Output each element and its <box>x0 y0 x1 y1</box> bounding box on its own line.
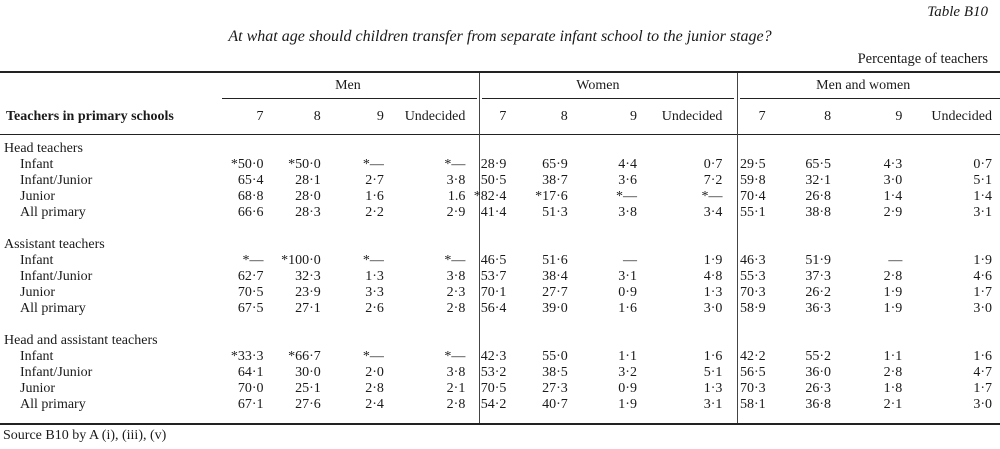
col-header: 8 <box>313 109 321 124</box>
table-cell: 29·5 <box>739 157 766 172</box>
table-cell: 51·6 <box>542 253 568 268</box>
table-cell: *— <box>615 189 637 204</box>
table-cell: *50·0 <box>230 157 264 172</box>
table-cell: 27·3 <box>542 381 568 396</box>
table-cell: 3·4 <box>703 205 723 220</box>
col-header: 8 <box>824 109 832 124</box>
table-cell: 30·0 <box>295 365 321 380</box>
table-cell: 28·3 <box>295 205 321 220</box>
row-label: Infant <box>20 349 54 364</box>
table-cell: 0·9 <box>618 285 637 300</box>
table-cell: *— <box>444 349 466 364</box>
table-cell: 0·7 <box>703 157 723 172</box>
col-header: 9 <box>895 109 903 124</box>
table-cell: 1·3 <box>703 381 723 396</box>
table-cell: 3·1 <box>703 397 723 412</box>
table-cell: 2·9 <box>446 205 466 220</box>
table-cell: 4·8 <box>703 269 723 284</box>
row-label: Junior <box>20 285 55 300</box>
group-women: Women <box>576 78 620 93</box>
table-cell: 50·5 <box>480 173 507 188</box>
table-cell: 1·9 <box>883 301 903 316</box>
row-label: Infant/Junior <box>20 173 93 188</box>
table-cell: 53·2 <box>480 365 507 380</box>
table-row <box>0 173 1000 189</box>
table-cell: 3·6 <box>618 173 637 188</box>
col-header: 7 <box>499 109 507 124</box>
table-cell: — <box>622 253 637 268</box>
table-cell: 1·6 <box>973 349 992 364</box>
table-row <box>0 381 1000 397</box>
table-cell: 1·1 <box>883 349 903 364</box>
table-cell: 3·0 <box>973 301 992 316</box>
table-cell: 42·2 <box>739 349 766 364</box>
spacer-cell <box>0 221 1000 237</box>
table-row <box>0 269 1000 285</box>
table-cell: 1·9 <box>973 253 992 268</box>
table-cell: 1·9 <box>618 397 637 412</box>
row-label: Junior <box>20 189 55 204</box>
table-cell: *— <box>362 157 384 172</box>
table-cell: 3·8 <box>446 173 466 188</box>
table-cell: 38·5 <box>542 365 568 380</box>
table-cell: 37·3 <box>805 269 832 284</box>
table-cell: 3·2 <box>618 365 637 380</box>
table-cell: 26·3 <box>805 381 832 396</box>
table-cell: *66·7 <box>288 349 321 364</box>
data-table <box>0 73 1000 413</box>
table-cell: *33·3 <box>230 349 264 364</box>
table-row <box>0 205 1000 221</box>
col-header: Undecided <box>661 109 723 124</box>
group-men: Men <box>335 78 361 93</box>
table-body <box>0 73 1000 413</box>
table-cell: 3·1 <box>973 205 992 220</box>
table-cell: 55·2 <box>805 349 832 364</box>
section-title: Head and assistant teachers <box>4 333 158 348</box>
table-cell: *— <box>701 189 723 204</box>
table-cell: *— <box>444 253 466 268</box>
table-cell: 68·8 <box>237 189 264 204</box>
table-cell: 3·8 <box>446 365 466 380</box>
table-cell: 3·3 <box>365 285 384 300</box>
table-cell: 1·3 <box>703 285 723 300</box>
table-cell: *50·0 <box>288 157 321 172</box>
table-cell: 3·0 <box>703 301 723 316</box>
table-cell: 4·6 <box>973 269 992 284</box>
table-cell: 55·1 <box>739 205 766 220</box>
col-header: 9 <box>376 109 384 124</box>
table-cell: 56·4 <box>480 301 507 316</box>
table-cell: 62·7 <box>237 269 264 284</box>
table-cell: 2·4 <box>365 397 384 412</box>
table-row <box>0 157 1000 173</box>
table-cell: 26·2 <box>805 285 832 300</box>
table-cell: *— <box>242 253 264 268</box>
table-cell: 70·4 <box>739 189 766 204</box>
group-header-row <box>0 73 1000 99</box>
section-title: Assistant teachers <box>4 237 105 252</box>
table-cell: 70·3 <box>739 381 766 396</box>
section-title: Head teachers <box>4 141 83 156</box>
table-row <box>0 285 1000 301</box>
row-label: All primary <box>20 205 86 220</box>
column-header-row <box>0 99 1000 135</box>
table-cell: 2·8 <box>446 397 466 412</box>
source-note: Source B10 by A (i), (iii), (v) <box>3 428 167 443</box>
table-cell: 26·8 <box>805 189 832 204</box>
table-row <box>0 189 1000 205</box>
table-cell: 7·2 <box>703 173 723 188</box>
table-cell: *— <box>362 253 384 268</box>
table-cell: 56·5 <box>739 365 766 380</box>
table-subtitle: Percentage of teachers <box>857 51 988 67</box>
table-cell: 40·7 <box>542 397 568 412</box>
table-cell: 2·8 <box>365 381 384 396</box>
table-cell: 1·9 <box>703 253 723 268</box>
table-cell: 67·1 <box>237 397 264 412</box>
group-men-and-women: Men and women <box>816 78 911 93</box>
col-header: Undecided <box>404 109 466 124</box>
table-cell: 23·9 <box>295 285 321 300</box>
table-cell: *— <box>362 349 384 364</box>
table-cell: 58·1 <box>739 397 766 412</box>
table-cell: 1·7 <box>973 285 992 300</box>
table-cell: 64·1 <box>237 365 264 380</box>
table-cell: 53·7 <box>480 269 507 284</box>
table-cell: 70·0 <box>237 381 264 396</box>
table-cell: 2·7 <box>365 173 384 188</box>
table-cell: 55·3 <box>739 269 766 284</box>
section-header-row <box>0 237 1000 253</box>
section-spacer <box>0 317 1000 333</box>
table-cell: 0·9 <box>618 381 637 396</box>
table-cell: 38·7 <box>542 173 568 188</box>
row-label: All primary <box>20 397 86 412</box>
table-cell: 2·0 <box>365 365 384 380</box>
table-cell: 66·6 <box>237 205 264 220</box>
table-cell: 3·8 <box>618 205 637 220</box>
table-cell: 36·3 <box>805 301 832 316</box>
table-cell: 5·1 <box>973 173 992 188</box>
table-cell: 1·6 <box>618 301 637 316</box>
table-cell: 1·4 <box>883 189 903 204</box>
row-label: Infant/Junior <box>20 269 93 284</box>
row-label: Infant <box>20 157 54 172</box>
spacer-cell <box>0 317 1000 333</box>
table-cell: 3·8 <box>446 269 466 284</box>
table-cell: 58·9 <box>739 301 766 316</box>
row-label: Infant/Junior <box>20 365 93 380</box>
table-cell: 46·5 <box>480 253 507 268</box>
col-header: 7 <box>256 109 264 124</box>
table-cell: 51·9 <box>805 253 832 268</box>
table-cell: 54·2 <box>480 397 507 412</box>
table-cell: 4·7 <box>973 365 992 380</box>
table-cell: 32·3 <box>295 269 321 284</box>
table-cell: 70·5 <box>480 381 507 396</box>
table-cell: 42·3 <box>480 349 507 364</box>
table-cell: 4·4 <box>618 157 637 172</box>
table-cell: 27·6 <box>295 397 321 412</box>
table-cell: 25·1 <box>295 381 321 396</box>
row-label: Infant <box>20 253 54 268</box>
table-cell: 4·3 <box>883 157 903 172</box>
col-header: 7 <box>758 109 766 124</box>
col-header: Undecided <box>931 109 992 124</box>
table-cell: 2·6 <box>365 301 384 316</box>
table-cell: 65·5 <box>805 157 832 172</box>
table-cell: 3·0 <box>883 173 903 188</box>
table-cell: 65·9 <box>542 157 568 172</box>
table-cell: 36·8 <box>805 397 832 412</box>
table-cell: 1·3 <box>365 269 384 284</box>
table-row <box>0 301 1000 317</box>
table-cell: 2·8 <box>883 365 903 380</box>
table-row <box>0 253 1000 269</box>
table-label: Table B10 <box>927 4 988 20</box>
section-header-row <box>0 333 1000 349</box>
table-cell: 1·6 <box>703 349 723 364</box>
table-cell: 70·3 <box>739 285 766 300</box>
section-spacer <box>0 221 1000 237</box>
table-row <box>0 349 1000 365</box>
table-cell: 2·2 <box>365 205 384 220</box>
table-cell: 3·0 <box>973 397 992 412</box>
table-cell: 27·7 <box>542 285 568 300</box>
table-cell: 28·1 <box>295 173 321 188</box>
bottom-rule <box>0 423 1000 425</box>
table-cell: 38·4 <box>542 269 568 284</box>
table-cell: 1·8 <box>883 381 903 396</box>
table-cell: 2·1 <box>883 397 903 412</box>
row-label: Junior <box>20 381 55 396</box>
table-row <box>0 365 1000 381</box>
table-cell: *82·4 <box>473 189 507 204</box>
row-label: All primary <box>20 301 86 316</box>
table-cell: 70·5 <box>237 285 264 300</box>
table-cell: 27·1 <box>295 301 321 316</box>
table-cell: 2·8 <box>446 301 466 316</box>
table-cell: 55·0 <box>542 349 568 364</box>
table-cell: *— <box>444 157 466 172</box>
table-cell: 67·5 <box>237 301 264 316</box>
table-cell: 46·3 <box>739 253 766 268</box>
table-cell: 59·8 <box>739 173 766 188</box>
table-cell: 2·1 <box>446 381 466 396</box>
table-cell: 41·4 <box>480 205 507 220</box>
table-cell: 5·1 <box>703 365 723 380</box>
table-cell: 28·0 <box>295 189 321 204</box>
row-header: Teachers in primary schools <box>6 109 174 124</box>
table-cell: 2·8 <box>883 269 903 284</box>
table-cell: 51·3 <box>542 205 568 220</box>
col-header: 8 <box>560 109 568 124</box>
table-cell: 0·7 <box>973 157 992 172</box>
table-cell: 28·9 <box>480 157 507 172</box>
table-cell: *17·6 <box>535 189 568 204</box>
table-cell: 1·9 <box>883 285 903 300</box>
table-cell: — <box>888 253 903 268</box>
table-cell: 2·3 <box>446 285 466 300</box>
col-header: 9 <box>629 109 637 124</box>
table-cell: 32·1 <box>805 173 832 188</box>
table-cell: 1·7 <box>973 381 992 396</box>
section-header-row <box>0 141 1000 157</box>
table-cell: *100·0 <box>281 253 321 268</box>
table-cell: 1·1 <box>618 349 637 364</box>
table-row <box>0 397 1000 413</box>
table-title: At what age should children transfer from separate infant school to the junior stage? <box>228 28 772 45</box>
table-cell: 3·1 <box>618 269 637 284</box>
table-cell: 1·4 <box>973 189 992 204</box>
table-cell: 1·6 <box>365 189 384 204</box>
table-cell: 65·4 <box>237 173 264 188</box>
table-cell: 36·0 <box>805 365 832 380</box>
table-cell: 1.6 <box>447 189 466 204</box>
table-cell: 38·8 <box>805 205 832 220</box>
table-cell: 2·9 <box>883 205 903 220</box>
table-cell: 39·0 <box>542 301 568 316</box>
table-cell: 70·1 <box>480 285 507 300</box>
